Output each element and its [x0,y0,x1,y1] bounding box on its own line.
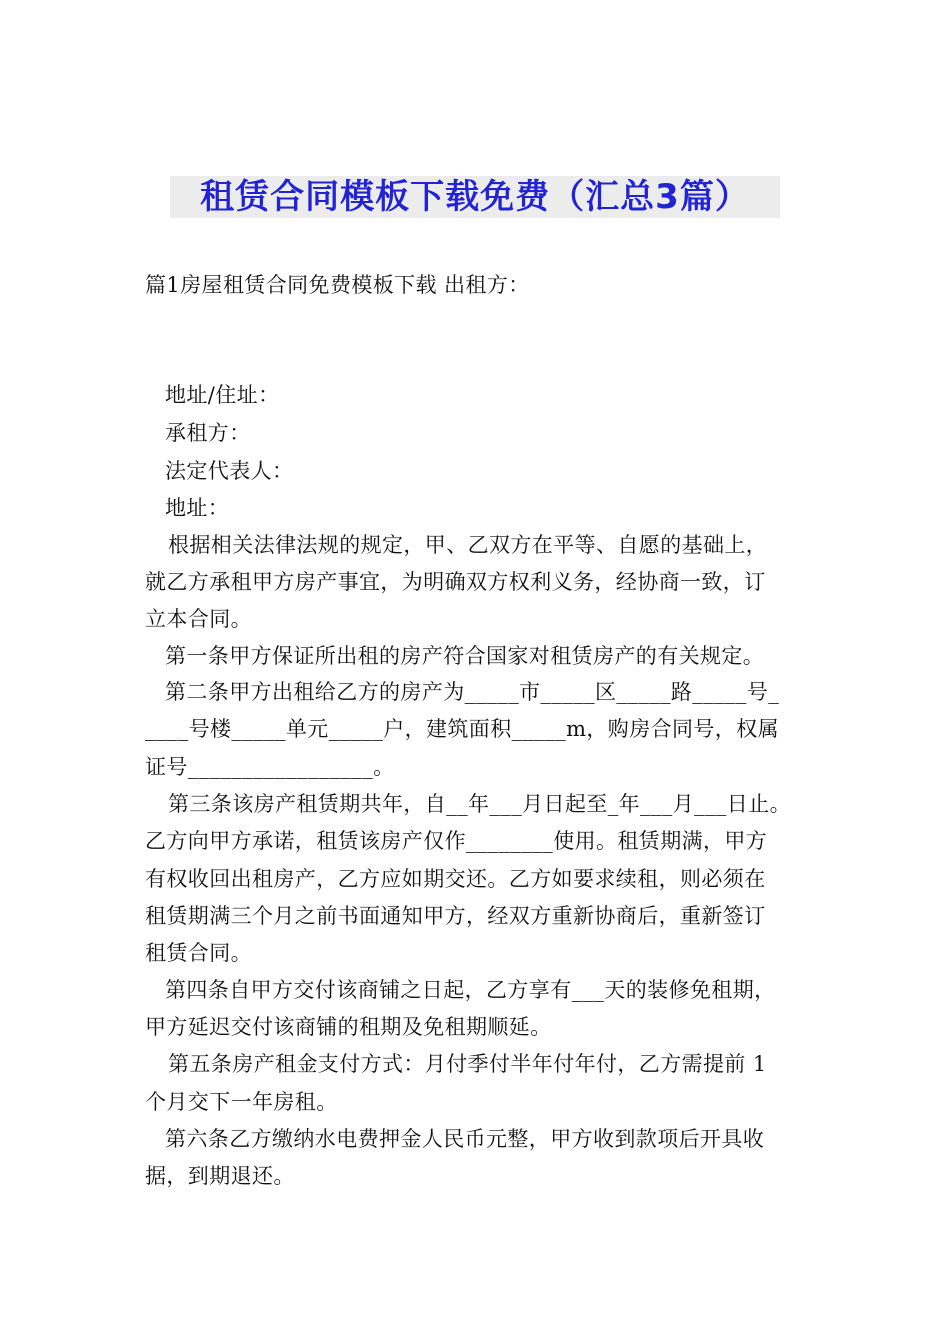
paragraph-line: 第五条房产租金支付方式：月付季付半年付年付，乙方需提前 1 [168,1052,767,1076]
paragraph-line: 根据相关法律法规的规定，甲、乙双方在平等、自愿的基础上， [168,533,768,557]
paragraph-line: ____号楼_____单元_____户，建筑面积_____m，购房合同号，权属 [145,717,780,741]
paragraph-line: 据，到期退还。 [145,1164,295,1188]
paragraph-line: 第四条自甲方交付该商铺之日起，乙方享有___天的装修免租期， [165,978,776,1002]
paragraph-line: 法定代表人： [165,459,294,483]
paragraph-line: 第三条该房产租赁期共年，自__年___月日起至_年___月___日止。 [168,792,791,816]
paragraph-line: 租赁合同。 [145,941,252,965]
paragraph-line: 第二条甲方出租给乙方的房产为_____市_____区_____路_____号_ [165,680,780,704]
paragraph-line: 第六条乙方缴纳水电费押金人民币元整，甲方收到款项后开具收 [165,1127,765,1151]
paragraph-line: 就乙方承租甲方房产事宜，为明确双方权利义务，经协商一致，订 [145,570,766,594]
section-heading: 篇1房屋租赁合同免费模板下载 出租方： [145,273,530,297]
paragraph-line: 地址： [165,496,230,520]
document-title: 租赁合同模板下载免费（汇总3篇） [170,176,780,218]
paragraph-line: 证号_________________。 [145,755,395,779]
paragraph-line: 乙方向甲方承诺，租赁该房产仅作________使用。租赁期满，甲方 [145,829,768,853]
paragraph-line: 租赁期满三个月之前书面通知甲方，经双方重新协商后，重新签订 [145,904,766,928]
paragraph-line: 地址/住址： [165,383,280,407]
paragraph-line: 第一条甲方保证所出租的房产符合国家对租赁房产的有关规定。 [165,644,765,668]
paragraph-line: 承租方： [165,421,251,445]
paragraph-line: 个月交下一年房租。 [145,1090,338,1114]
paragraph-line: 立本合同。 [145,607,252,631]
paragraph-line: 有权收回出租房产，乙方应如期交还。乙方如要求续租，则必须在 [145,867,766,891]
paragraph-line: 甲方延迟交付该商铺的租期及免租期顺延。 [145,1015,552,1039]
